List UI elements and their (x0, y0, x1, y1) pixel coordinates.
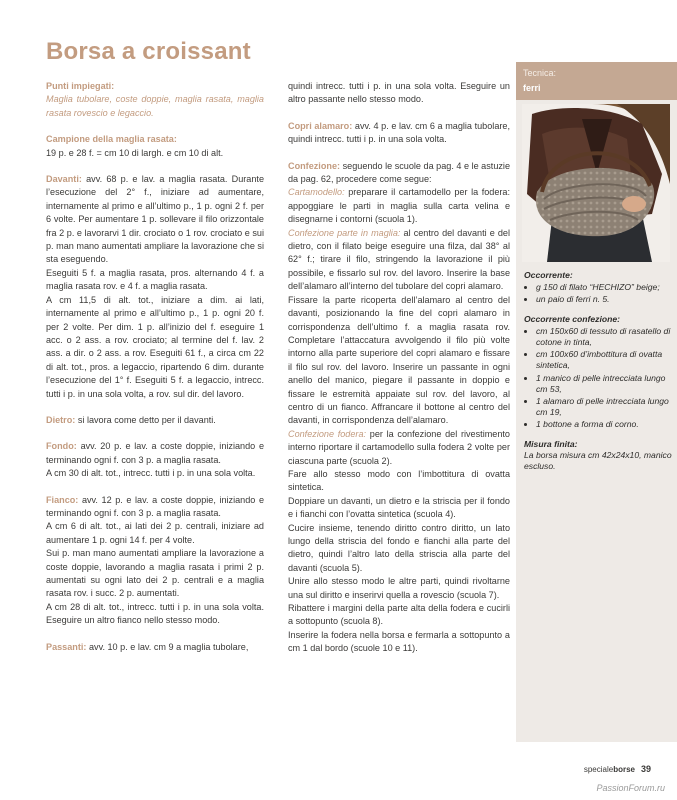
page-number: 39 (640, 764, 651, 774)
left-column (46, 80, 264, 654)
copri-heading: Copri alamaro: (288, 120, 353, 131)
dietro-heading: Dietro: (46, 414, 76, 425)
list-item: • cm 100x60 d’imbottitura di ovatta sintetica, (536, 349, 672, 371)
fodera-step-5: Ribattere i margini della parte alta della fodera e cucirli a sottopunto (scuola 8). (288, 603, 510, 627)
materials-box (524, 270, 672, 472)
fianco-heading: Fianco: (46, 494, 79, 505)
passanti-text: avv. 10 p. e lav. cm 9 a maglia tubolare, (88, 641, 249, 652)
punti-heading: Punti impiegati: (46, 81, 115, 91)
campione-heading: Campione della maglia rasata: (46, 134, 177, 145)
conf-fodera-text: per la confezione del rivestimento interno riportare il cartamodello sulla fodera 2 volte per ciascuna parte (scuola 2). (288, 428, 510, 466)
davanti-text: avv. 68 p. e lav. a maglia rasata. Durante l’esecuzione del 2° f., iniziare ad aumentare, internamente al primo e all’ultimo p., 1 p. ogni 2 f. per 6 volte. Per aumentare 1 p. sollevare il filo orizzontale fra 2 p. e lavorarvi 1 dir. crociato o 1 rov. crociato e sui p. man mano aumentati ampliare la lavorazione che si sta eseguendo. (46, 174, 264, 265)
tecnica-value: ferri (523, 83, 541, 93)
occorrente-heading: Occorrente: (524, 270, 573, 280)
list-item: • 1 alamaro di pelle intrecciata lungo cm 19, (536, 396, 672, 418)
fondo-text-2: A cm 30 di alt. tot., intrecc. tutti i p. in una sola volta. (46, 468, 256, 479)
list-item: • 1 manico di pelle intrecciata lungo cm 53, (536, 373, 672, 395)
fodera-step-2: Doppiare un davanti, un dietro e la striscia per il fondo e i fianchi con l’ovatta sintetica (scuola 4). (288, 495, 510, 520)
misura-heading: Misura finita: (524, 438, 578, 449)
list-item: • un paio di ferri n. 5. (536, 294, 672, 305)
fondo-heading: Fondo: (46, 441, 77, 452)
fianco-text-4: A cm 28 di alt. tot., intrecc. tutti i p. in una sola volta. Eseguire un altro fianco nello stesso modo. (46, 601, 264, 626)
fianco-text: avv. 12 p. e lav. a coste doppie, iniziando e terminando ogni f. con 3 p. a maglia rasata. (46, 494, 264, 518)
passanti-continued: quindi intrecc. tutti i p. in una sola volta. Eseguire un altro passante nello stesso modo. (288, 81, 510, 105)
tecnica-box (516, 62, 677, 100)
occorrente-conf-list (524, 326, 672, 431)
page-footer (584, 764, 651, 774)
fianco-text-2: A cm 6 di alt. tot., ai lati dei 2 p. centrali, iniziare ad aumentare 1 p. ogni 14 f. per 4 volte. (46, 521, 264, 545)
fianco-text-3: Sui p. man mano aumentati ampliare la lavorazione a coste doppie, lavorando a maglia rasata i primi 2 p. aumentati su ogni lato dei 2 p. centrali e a maglia rasata rov. i succ. 2 p. aumentati. (46, 548, 264, 599)
campione-text: 19 p. e 28 f. = cm 10 di largh. e cm 10 di alt. (46, 147, 224, 158)
misura-text: La borsa misura cm 42x24x10, manico escluso. (524, 449, 672, 472)
davanti-text-2: Eseguiti 5 f. a maglia rasata, pros. alternando 4 f. a maglia rasata rov. e 4 f. a maglia rasata. (46, 267, 264, 292)
occorrente-list (524, 282, 672, 305)
cartamodello-text: preparare il cartamodello per la fodera: appoggiare le parti in maglia sulla carta velina e disegnarne i contorni (scuola 1). (288, 187, 511, 225)
list-item: • cm 150x60 di tessuto di rasatello di cotone in tinta, (536, 326, 672, 348)
davanti-text-3: A cm 11,5 di alt. tot., iniziare a dim. ai lati, internamente al primo e all’ultimo p., 1 p. ogni 20 f. per 2 volte. Per dim. 1 p. all’inizio del f. eseguire 1 acc. o 2 ass. a rov. crociato; al termine del f. lav. 2 ass. a dir. o 2 ass. a rov. Eseguiti 61 f., a circa cm 22 di alt. tot., pros. a legaccio, ripartendo 6 dim. durante l’esecuzione del 1° f. Eseguiti 5 f. a legaccio, intrecc. tutti i p. in una sola volta, a rov. sul dir. del lavoro. (46, 294, 264, 399)
footer-brand-light: speciale (583, 765, 614, 774)
product-photo (522, 104, 670, 262)
fodera-step-6: Inserire la fodera nella borsa e fermarla a sottopunto a cm 1 dal bordo (scuole 10 e 11). (288, 629, 510, 654)
davanti-heading: Davanti: (46, 174, 82, 185)
tecnica-label: Tecnica: (523, 68, 557, 78)
conf-fodera-label: Confezione fodera: (288, 428, 367, 439)
cartamodello-label: Cartamodello: (288, 187, 345, 198)
confezione-text: seguendo le scuole da pag. 4 e le astuzie da pag. 62, procedere come segue: (288, 160, 510, 185)
page-title: Borsa a croissant (46, 38, 251, 65)
list-item: • g 150 di filato “HECHIZO” beige; (536, 282, 672, 293)
footer-brand-bold: borse (613, 765, 635, 774)
right-column (288, 80, 510, 656)
confezione-heading: Confezione: (288, 160, 341, 171)
fodera-step-1: Fare allo stesso modo con l’imbottitura di ovatta sintetica. (288, 468, 510, 493)
conf-maglia-label: Confezione parte in maglia: (288, 227, 401, 238)
passanti-heading: Passanti: (46, 641, 87, 652)
punti-text: Maglia tubolare, coste doppie, maglia rasata, maglia rasata rovescio e legaccio. (46, 94, 264, 118)
fodera-step-3: Cucire insieme, tenendo diritto contro diritto, un lato lungo della striscia del fondo e fianchi alla parte del dietro, quindi l’altro lato della striscia alla parte del davanti (scuola 5). (288, 522, 510, 573)
occorrente-conf-heading: Occorrente confezione: (524, 313, 620, 324)
fodera-step-4: Unire allo stesso modo le altre parti, quindi rivoltarne una sul diritto e inserirvi quella a rovescio (scuola 7). (288, 576, 510, 600)
conf-maglia-text: al centro del davanti e del dietro, con il filato beige eseguire una filza, dal 38° al 62° f.; tirare il filo, stringendo la lavorazione il più possibile, e fissarlo sul rov. del lavoro. Inserire la base dell’alamaro all’interno del tubolare del copri alamaro. (288, 227, 511, 292)
copri-text: avv. 4 p. e lav. cm 6 a maglia tubolare, quindi intrecc. tutti i p. in una sola volta. (288, 120, 510, 145)
watermark: PassionForum.ru (596, 783, 665, 793)
conf-maglia-text-2: Fissare la parte ricoperta dell’alamaro al centro del davanti, posizionando la fine del copri alamaro in corrispondenza dell’ultimo f. a maglia rasata rov. Completare l’attaccatura avvolgendo il filo più volte intorno alla parte superiore del copri alamaro e fissare il filo sul rov. del lavoro. Inserire un passante in ogni anello del manico, piegare il passante in doppio e fissare le estremità appaiate sul rov. del lavoro, al centro di un fianco. Affrancare il bottone al centro del davanti, in corrispondenza dell’alamaro. (288, 294, 510, 426)
dietro-text: si lavora come detto per il davanti. (77, 414, 216, 425)
fondo-text: avv. 20 p. e lav. a coste doppie, iniziando e terminando ogni f. con 3 p. a maglia rasata. (46, 441, 265, 465)
list-item: • 1 bottone a forma di corno. (536, 419, 672, 430)
sidebar (516, 62, 677, 742)
bag-photo-illustration (522, 104, 670, 262)
